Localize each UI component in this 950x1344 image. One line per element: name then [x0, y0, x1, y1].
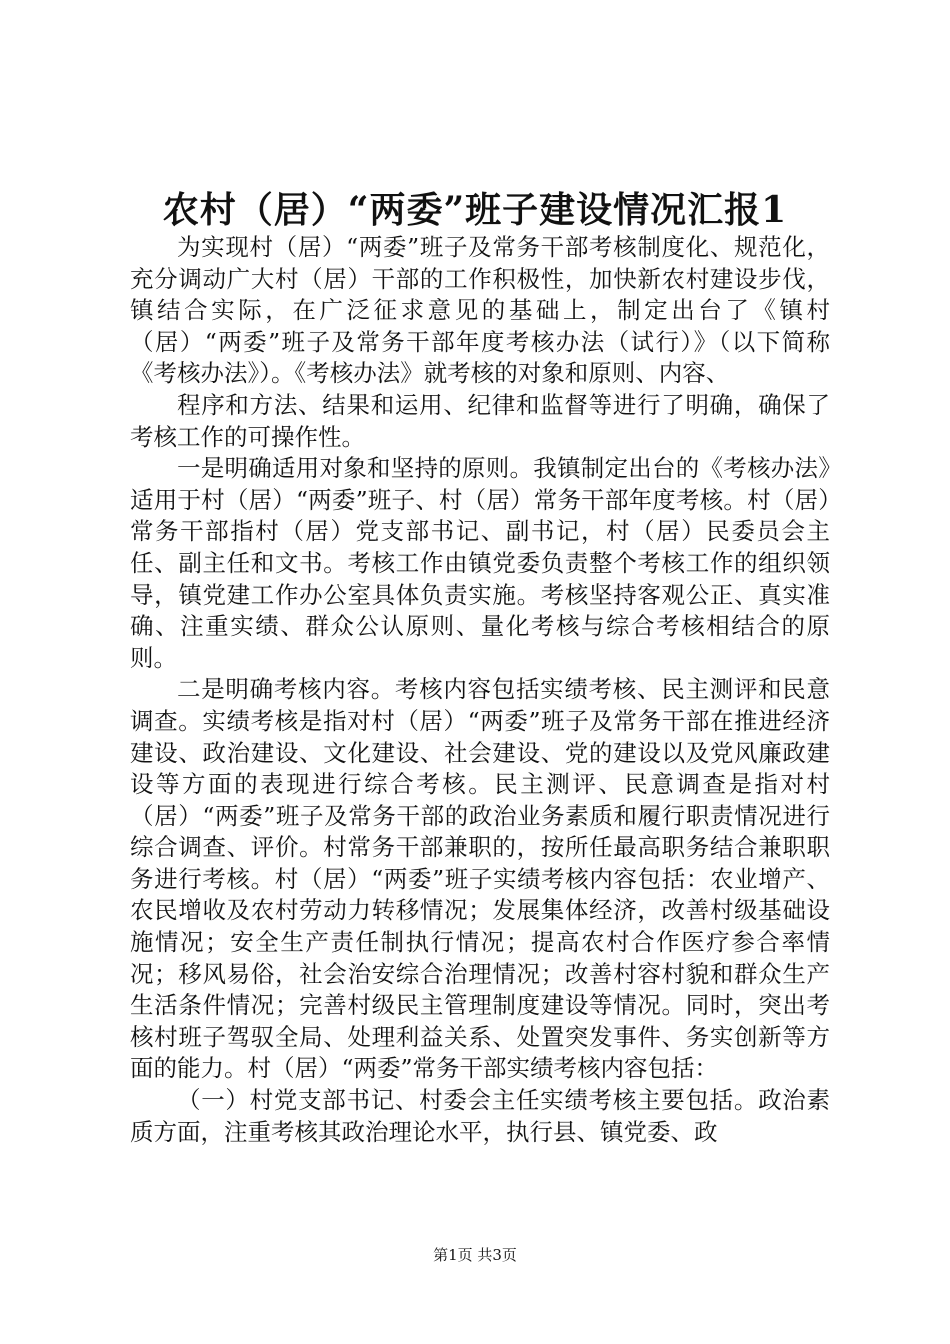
paragraph: 二是明确考核内容。考核内容包括实绩考核、民主测评和民意调查。实绩考核是指对村（居）“两委”班子及常务干部在推进经济建设、政治建设、文化建设、社会建设、党的建设以及党风廉政建设等方面的表现进行综合考核。民主测评、民意调查是指对村（居）“两委”班子及常务干部的政治业务素质和履行职责情况进行综合调查、评价。村常务干部兼职的，按所任最高职务结合兼职职务进行考核。村（居）“两委”班子实绩考核内容包括：农业增产、农民增收及农村劳动力转移情况；发展集体经济，改善村级基础设施情况；安全生产责任制执行情况；提高农村合作医疗参合率情况；移风易俗，社会治安综合治理情况；改善村容村貌和群众生产生活条件情况；完善村级民主管理制度建设等情况。同时，突出考核村班子驾驭全局、处理利益关系、处置突发事件、务实创新等方面的能力。村（居）“两委”常务干部实绩考核内容包括：: [130, 675, 830, 1083]
paragraph: 一是明确适用对象和坚持的原则。我镇制定出台的《考核办法》适用于村（居）“两委”班子、村（居）常务干部年度考核。村（居）常务干部指村（居）党支部书记、副书记，村（居）民委员会主任、副主任和文书。考核工作由镇党委负责整个考核工作的组织领导，镇党建工作办公室具体负责实施。考核坚持客观公正、真实准确、注重实绩、群众公认原则、量化考核与综合考核相结合的原则。: [130, 454, 830, 672]
document-title: 农村（居）“两委”班子建设情况汇报1: [162, 189, 788, 231]
paragraph: 程序和方法、结果和运用、纪律和监督等进行了明确，确保了考核工作的可操作性。: [130, 390, 830, 451]
paragraph: （一）村党支部书记、村委会主任实绩考核主要包括。政治素质方面，注重考核其政治理论水平，执行县、镇党委、政: [130, 1086, 830, 1146]
page-footer: 第1页 共3页: [433, 1246, 517, 1264]
paragraph: 为实现村（居）“两委”班子及常务干部考核制度化、规范化，充分调动广大村（居）干部的工作积极性，加快新农村建设步伐，镇结合实际，在广泛征求意见的基础上，制定出台了《镇村（居）“两委”班子及常务干部年度考核办法（试行）》（以下简称《考核办法》）。《考核办法》就考核的对象和原则、内容、: [130, 233, 830, 388]
document-body: [130, 232, 830, 1148]
